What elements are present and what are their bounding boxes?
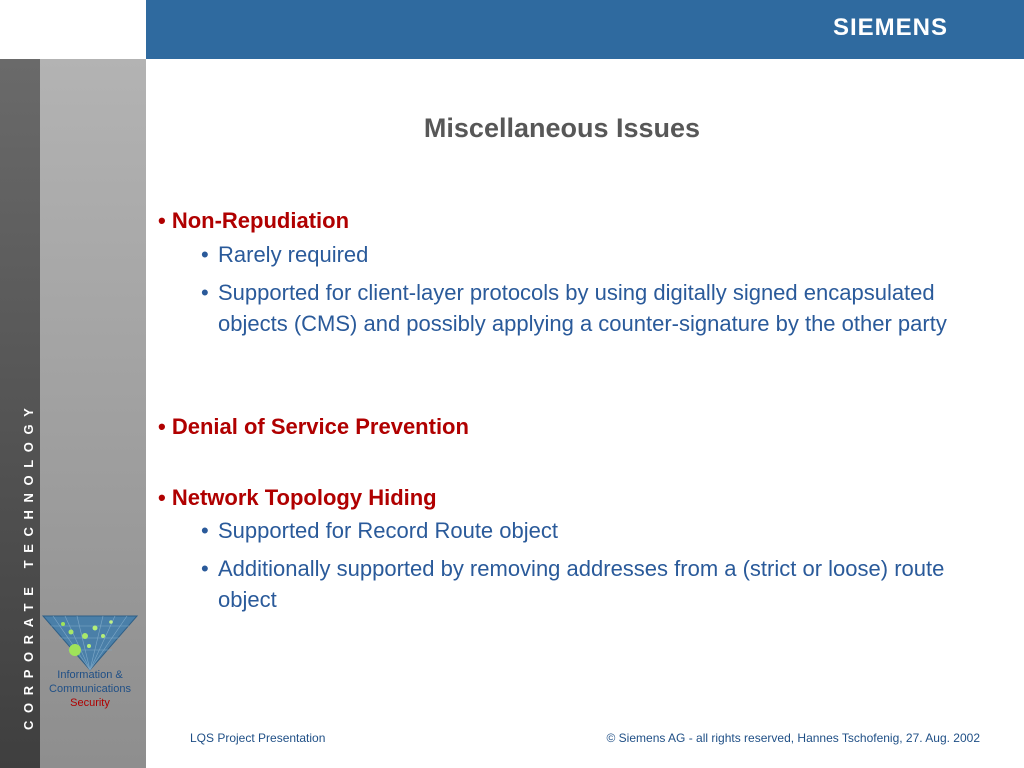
slide-title: Miscellaneous Issues — [423, 113, 701, 143]
bullet-denial-of-service: • Denial of Service Prevention — [158, 414, 469, 439]
sub-bullet-text: Supported for client-layer protocols by using digitally signed encapsulated objects (CMS) and possibly applying a counter-signature by the other party — [218, 280, 947, 336]
emblem-line-2: Communications — [49, 683, 131, 695]
top-left-corner — [0, 0, 146, 59]
corporate-technology-label: CORPORATE TECHNOLOGY — [21, 400, 36, 730]
sub-bullet: • Supported for Record Route object — [201, 515, 951, 546]
sub-bullet: • Additionally supported by removing addresses from a (strict or loose) route object — [201, 553, 951, 615]
bullet-label: Denial of Service Prevention — [171, 414, 469, 439]
bullet-label: Network Topology Hiding — [171, 485, 437, 510]
footer-copyright: © Siemens AG - all rights reserved, Hannes Tschofenig, 27. Aug. 2002 — [606, 731, 980, 745]
security-emblem-icon — [41, 612, 139, 672]
bullet-network-topology-hiding: • Network Topology Hiding — [158, 485, 437, 510]
bullet-non-repudiation: • Non-Repudiation — [158, 208, 350, 233]
sub-bullet-text: Rarely required — [218, 242, 369, 267]
bullet-label: Non-Repudiation — [171, 208, 350, 233]
footer-presentation-name: LQS Project Presentation — [190, 731, 326, 745]
siemens-logo: SIEMENS — [832, 14, 948, 41]
header-bar — [146, 0, 1024, 59]
sub-bullet: • Supported for client-layer protocols by using digitally signed encapsulated objects (CMS) and possibly applying a counter-signature by the other party — [201, 277, 951, 339]
sub-bullet-text: Additionally supported by removing addresses from a (strict or loose) route object — [218, 556, 945, 612]
sub-bullet-text: Supported for Record Route object — [218, 518, 558, 543]
emblem-caption — [40, 668, 140, 710]
sub-bullet: • Rarely required — [201, 239, 951, 270]
emblem-line-1: Information & — [57, 669, 123, 681]
emblem-line-3: Security — [70, 697, 110, 709]
